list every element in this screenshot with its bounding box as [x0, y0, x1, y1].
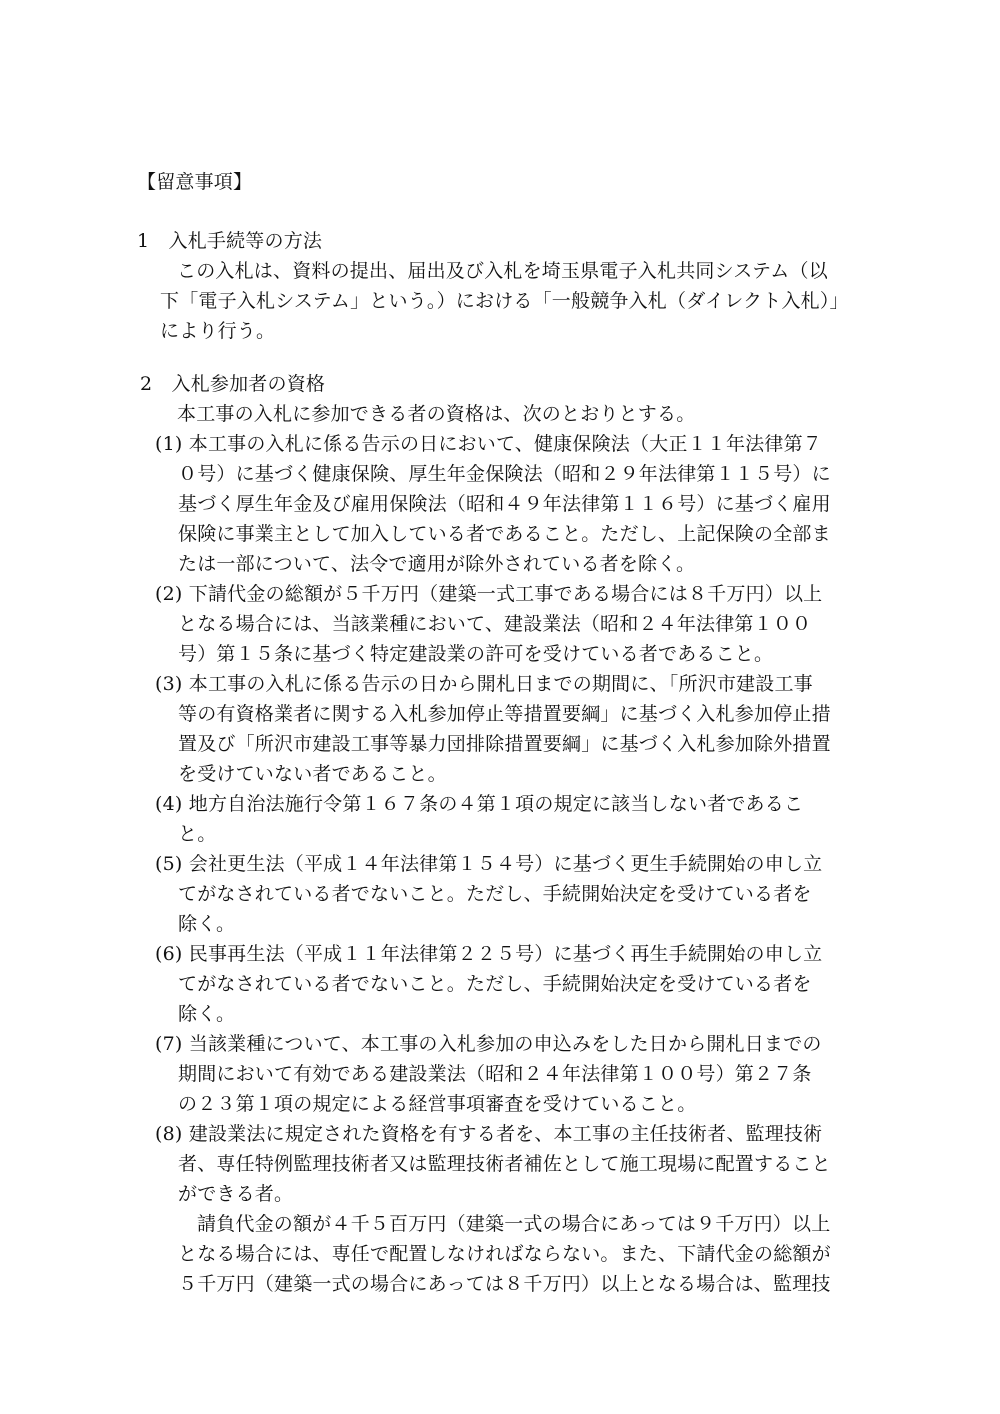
item-8-line: 者、専任特例監理技術者又は監理技術者補佐として施工現場に配置すること	[178, 1153, 831, 1175]
item-4-line: と。	[178, 823, 217, 845]
item-8-note-line: となる場合には、専任で配置しなければならない。また、下請代金の総額が	[178, 1243, 831, 1265]
document-heading: 【留意事項】	[137, 171, 253, 193]
item-4-line: (4) 地方自治法施行令第１６７条の４第１項の規定に該当しない者であるこ	[155, 793, 804, 815]
item-2-line: 号）第１５条に基づく特定建設業の許可を受けている者であること。	[178, 643, 774, 665]
item-5-line: (5) 会社更生法（平成１４年法律第１５４号）に基づく更生手続開始の申し立	[155, 853, 823, 875]
item-5-line: 除く。	[178, 913, 236, 935]
item-6-line: (6) 民事再生法（平成１１年法律第２２５号）に基づく再生手続開始の申し立	[155, 943, 823, 965]
item-3-line: を受けていない者であること。	[178, 763, 447, 785]
item-7-line: の２３第１項の規定による経営事項審査を受けていること。	[178, 1093, 697, 1115]
item-7-line: (7) 当該業種について、本工事の入札参加の申込みをした日から開札日までの	[155, 1033, 822, 1055]
section-1-line: 下「電子入札システム」という。）における「一般競争入札（ダイレクト入札）」	[160, 290, 849, 312]
item-7-line: 期間において有効である建設業法（昭和２４年法律第１００号）第２７条	[178, 1063, 812, 1085]
section-1-line: により行う。	[160, 320, 276, 342]
item-2-line: (2) 下請代金の総額が５千万円（建築一式工事である場合には８千万円）以上	[155, 583, 823, 605]
item-3-line: 等の有資格業者に関する入札参加停止等措置要綱」に基づく入札参加停止措	[178, 703, 831, 725]
item-3-line: 置及び「所沢市建設工事等暴力団排除措置要綱」に基づく入札参加除外措置	[178, 733, 831, 755]
section-2-title: 2 入札参加者の資格	[140, 373, 326, 395]
section-1-line: この入札は、資料の提出、届出及び入札を埼玉県電子入札共同システム（以	[177, 260, 828, 282]
section-1-title: 1 入札手続等の方法	[137, 230, 323, 252]
item-6-line: 除く。	[178, 1003, 236, 1025]
item-1-line: ０号）に基づく健康保険、厚生年金保険法（昭和２９年法律第１１５号）に	[178, 463, 831, 485]
item-8-line: (8) 建設業法に規定された資格を有する者を、本工事の主任技術者、監理技術	[155, 1123, 823, 1145]
item-3-line: (3) 本工事の入札に係る告示の日から開札日までの期間に、「所沢市建設工事	[155, 673, 813, 695]
item-8-line: ができる者。	[178, 1183, 294, 1205]
item-1-line: 基づく厚生年金及び雇用保険法（昭和４９年法律第１１６号）に基づく雇用	[178, 493, 831, 515]
item-1-line: 保険に事業主として加入している者であること。ただし、上記保険の全部ま	[178, 523, 831, 545]
item-8-note-line: ５千万円（建築一式の場合にあっては８千万円）以上となる場合は、監理技	[178, 1273, 831, 1295]
item-6-line: てがなされている者でないこと。ただし、手続開始決定を受けている者を	[178, 973, 812, 995]
section-2-intro: 本工事の入札に参加できる者の資格は、次のとおりとする。	[177, 403, 696, 425]
item-1-line: たは一部について、法令で適用が除外されている者を除く。	[178, 553, 696, 575]
item-1-line: (1) 本工事の入札に係る告示の日において、健康保険法（大正１１年法律第７	[155, 433, 822, 455]
item-5-line: てがなされている者でないこと。ただし、手続開始決定を受けている者を	[178, 883, 812, 905]
item-2-line: となる場合には、当該業種において、建設業法（昭和２４年法律第１００	[178, 613, 812, 635]
item-8-note-line: 請負代金の額が４千５百万円（建築一式の場合にあっては９千万円）以上	[197, 1213, 831, 1235]
